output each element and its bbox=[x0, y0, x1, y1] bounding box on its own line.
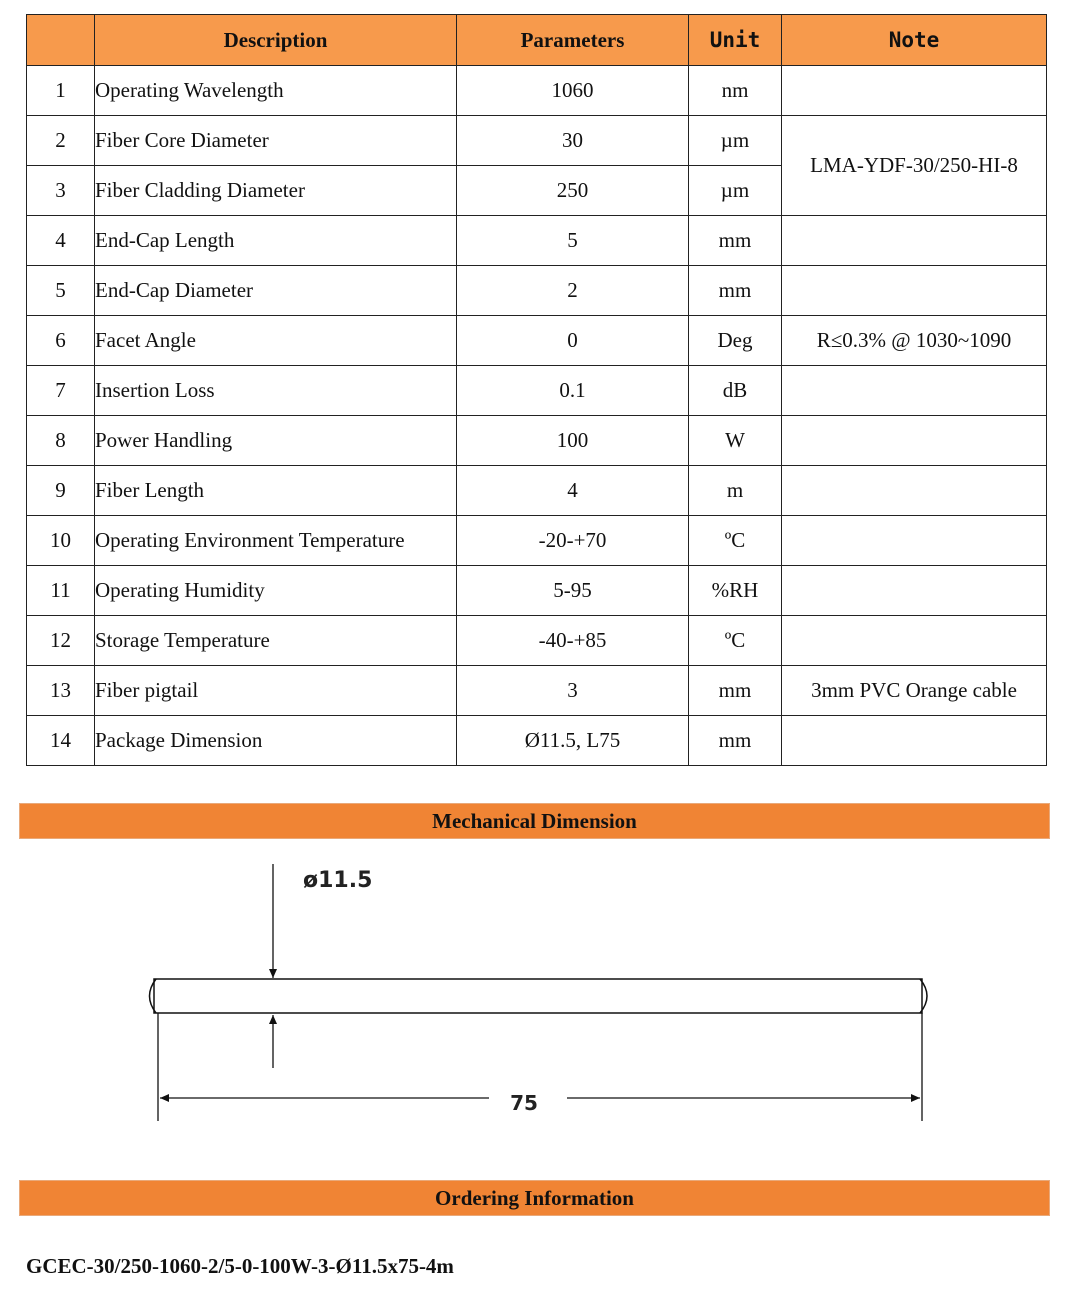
table-row bbox=[27, 366, 1047, 416]
table-row bbox=[27, 466, 1047, 516]
note-pigtail: 3mm PVC Orange cable bbox=[782, 666, 1047, 716]
row-parameter: 4 bbox=[457, 466, 689, 516]
header-no bbox=[27, 15, 95, 66]
row-parameter: 3 bbox=[457, 666, 689, 716]
row-parameter: 5-95 bbox=[457, 566, 689, 616]
row-unit: Deg bbox=[689, 316, 782, 366]
row-description: Operating Environment Temperature bbox=[95, 516, 457, 566]
note-facet-reflectance: R≤0.3% @ 1030~1090 bbox=[782, 316, 1047, 366]
row-note bbox=[782, 366, 1047, 416]
table-row bbox=[27, 666, 1047, 716]
length-label: 75 bbox=[510, 1091, 538, 1115]
row-number: 13 bbox=[27, 666, 95, 716]
row-unit: %RH bbox=[689, 566, 782, 616]
row-parameter: -40-+85 bbox=[457, 616, 689, 666]
note-fiber-model: LMA-YDF-30/250-HI-8 bbox=[782, 116, 1047, 216]
row-description: Operating Humidity bbox=[95, 566, 457, 616]
row-description: Fiber Cladding Diameter bbox=[95, 166, 457, 216]
row-unit: mm bbox=[689, 266, 782, 316]
row-description: Facet Angle bbox=[95, 316, 457, 366]
header-parameters: Parameters bbox=[457, 15, 689, 66]
table-row bbox=[27, 266, 1047, 316]
row-number: 5 bbox=[27, 266, 95, 316]
row-note bbox=[782, 216, 1047, 266]
row-note bbox=[782, 616, 1047, 666]
row-unit: dB bbox=[689, 366, 782, 416]
row-parameter: -20-+70 bbox=[457, 516, 689, 566]
row-unit: m bbox=[689, 466, 782, 516]
mechanical-dimension-banner: Mechanical Dimension bbox=[19, 803, 1050, 839]
table-row bbox=[27, 316, 1047, 366]
diameter-label: ø11.5 bbox=[303, 868, 373, 893]
row-parameter: 1060 bbox=[457, 66, 689, 116]
mechanical-diagram bbox=[19, 842, 1050, 1172]
row-parameter: 0 bbox=[457, 316, 689, 366]
row-unit: µm bbox=[689, 166, 782, 216]
row-description: End-Cap Diameter bbox=[95, 266, 457, 316]
row-description: Fiber pigtail bbox=[95, 666, 457, 716]
row-number: 7 bbox=[27, 366, 95, 416]
row-description: Insertion Loss bbox=[95, 366, 457, 416]
row-number: 2 bbox=[27, 116, 95, 166]
row-number: 10 bbox=[27, 516, 95, 566]
row-number: 8 bbox=[27, 416, 95, 466]
row-number: 3 bbox=[27, 166, 95, 216]
row-note bbox=[782, 266, 1047, 316]
row-number: 6 bbox=[27, 316, 95, 366]
row-unit: W bbox=[689, 416, 782, 466]
row-unit: ºC bbox=[689, 616, 782, 666]
row-description: Fiber Core Diameter bbox=[95, 116, 457, 166]
row-parameter: 2 bbox=[457, 266, 689, 316]
row-number: 1 bbox=[27, 66, 95, 116]
row-parameter: Ø11.5, L75 bbox=[457, 716, 689, 766]
table-row bbox=[27, 616, 1047, 666]
row-number: 12 bbox=[27, 616, 95, 666]
row-note bbox=[782, 716, 1047, 766]
row-description: Storage Temperature bbox=[95, 616, 457, 666]
row-note bbox=[782, 566, 1047, 616]
row-parameter: 250 bbox=[457, 166, 689, 216]
row-unit: ºC bbox=[689, 516, 782, 566]
row-number: 4 bbox=[27, 216, 95, 266]
table-row bbox=[27, 516, 1047, 566]
row-note bbox=[782, 66, 1047, 116]
row-description: Power Handling bbox=[95, 416, 457, 466]
row-note bbox=[782, 466, 1047, 516]
table-row bbox=[27, 116, 1047, 166]
row-number: 9 bbox=[27, 466, 95, 516]
header-note: Note bbox=[782, 15, 1047, 66]
table-row bbox=[27, 716, 1047, 766]
header-description: Description bbox=[95, 15, 457, 66]
table-row bbox=[27, 216, 1047, 266]
spec-table bbox=[26, 14, 1047, 766]
table-header-row bbox=[27, 15, 1047, 66]
row-parameter: 30 bbox=[457, 116, 689, 166]
row-note bbox=[782, 516, 1047, 566]
row-unit: µm bbox=[689, 116, 782, 166]
row-number: 14 bbox=[27, 716, 95, 766]
header-unit: Unit bbox=[689, 15, 782, 66]
row-description: Operating Wavelength bbox=[95, 66, 457, 116]
rod-drawing bbox=[150, 979, 928, 1013]
row-number: 11 bbox=[27, 566, 95, 616]
row-unit: mm bbox=[689, 666, 782, 716]
row-parameter: 5 bbox=[457, 216, 689, 266]
table-row bbox=[27, 66, 1047, 116]
row-description: End-Cap Length bbox=[95, 216, 457, 266]
row-description: Package Dimension bbox=[95, 716, 457, 766]
row-parameter: 0.1 bbox=[457, 366, 689, 416]
table-row bbox=[27, 416, 1047, 466]
row-unit: mm bbox=[689, 716, 782, 766]
row-parameter: 100 bbox=[457, 416, 689, 466]
row-unit: mm bbox=[689, 216, 782, 266]
table-row bbox=[27, 566, 1047, 616]
row-unit: nm bbox=[689, 66, 782, 116]
row-note bbox=[782, 416, 1047, 466]
ordering-information-banner: Ordering Information bbox=[19, 1180, 1050, 1216]
row-description: Fiber Length bbox=[95, 466, 457, 516]
ordering-code: GCEC-30/250-1060-2/5-0-100W-3-Ø11.5x75-4m bbox=[26, 1254, 454, 1278]
